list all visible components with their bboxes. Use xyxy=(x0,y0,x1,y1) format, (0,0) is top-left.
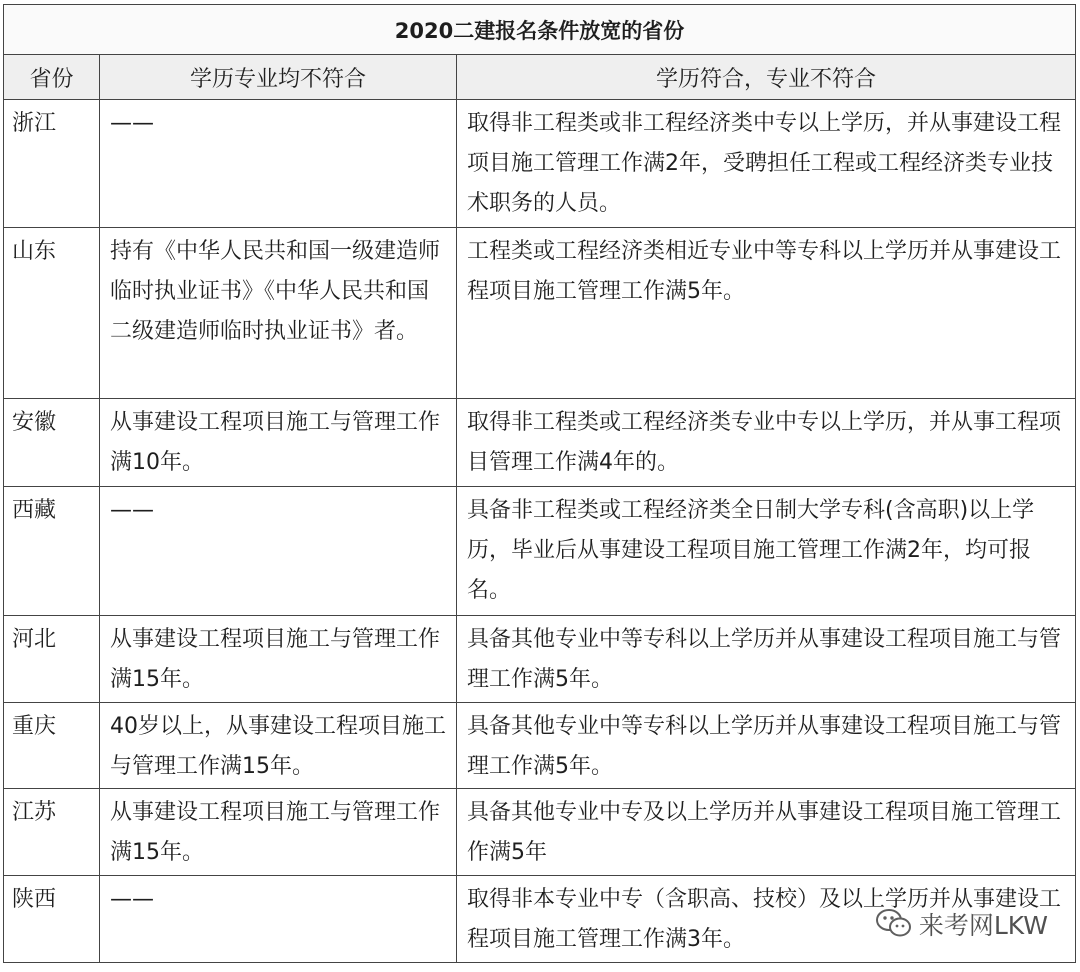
province-cell: 山东 xyxy=(4,228,100,399)
table-row xyxy=(4,228,1076,399)
province-cell: 河北 xyxy=(4,616,100,703)
province-cell: 重庆 xyxy=(4,703,100,789)
both-unqualified-cell: —— xyxy=(100,100,457,228)
both-unqualified-cell: 从事建设工程项目施工与管理工作满10年。 xyxy=(100,399,457,487)
degree-qualified-cell: 取得非本专业中专（含职高、技校）及以上学历并从事建设工程项目施工管理工作满3年。 xyxy=(457,876,1076,963)
table-row xyxy=(4,399,1076,487)
both-unqualified-cell: —— xyxy=(100,487,457,616)
eligibility-table xyxy=(3,4,1076,963)
header-both-unqualified: 学历专业均不符合 xyxy=(100,55,457,100)
both-unqualified-cell: 从事建设工程项目施工与管理工作满15年。 xyxy=(100,789,457,876)
table-row xyxy=(4,100,1076,228)
watermark xyxy=(875,906,1048,942)
degree-qualified-cell: 具备非工程类或工程经济类全日制大学专科(含高职)以上学历，毕业后从事建设工程项目施工管理工作满2年，均可报名。 xyxy=(457,487,1076,616)
title-row xyxy=(4,5,1076,55)
header-degree-qualified: 学历符合，专业不符合 xyxy=(457,55,1076,100)
both-unqualified-cell: 从事建设工程项目施工与管理工作满15年。 xyxy=(100,616,457,703)
table-row xyxy=(4,487,1076,616)
degree-qualified-cell: 取得非工程类或工程经济类专业中专以上学历，并从事工程项目管理工作满4年的。 xyxy=(457,399,1076,487)
degree-qualified-cell: 具备其他专业中等专科以上学历并从事建设工程项目施工与管理工作满5年。 xyxy=(457,703,1076,789)
both-unqualified-cell: —— xyxy=(100,876,457,963)
header-row xyxy=(4,55,1076,100)
watermark-text: 来考网LKW xyxy=(918,911,1048,940)
both-unqualified-cell: 持有《中华人民共和国一级建造师临时执业证书》《中华人民共和国二级建造师临时执业证书》者。 xyxy=(100,228,457,399)
province-cell: 西藏 xyxy=(4,487,100,616)
degree-qualified-cell: 工程类或工程经济类相近专业中等专科以上学历并从事建设工程项目施工管理工作满5年。 xyxy=(457,228,1076,399)
province-cell: 安徽 xyxy=(4,399,100,487)
wechat-icon xyxy=(875,908,913,940)
province-cell: 江苏 xyxy=(4,789,100,876)
table-row xyxy=(4,703,1076,789)
header-province: 省份 xyxy=(4,55,100,100)
province-cell: 浙江 xyxy=(4,100,100,228)
province-cell: 陕西 xyxy=(4,876,100,963)
table-row xyxy=(4,789,1076,876)
degree-qualified-cell: 具备其他专业中等专科以上学历并从事建设工程项目施工与管理工作满5年。 xyxy=(457,616,1076,703)
table-row xyxy=(4,616,1076,703)
degree-qualified-cell: 具备其他专业中专及以上学历并从事建设工程项目施工管理工作满5年 xyxy=(457,789,1076,876)
table-title: 2020二建报名条件放宽的省份 xyxy=(4,5,1076,55)
both-unqualified-cell: 40岁以上，从事建设工程项目施工与管理工作满15年。 xyxy=(100,703,457,789)
degree-qualified-cell: 取得非工程类或非工程经济类中专以上学历，并从事建设工程项目施工管理工作满2年，受聘担任工程或工程经济类专业技术职务的人员。 xyxy=(457,100,1076,228)
